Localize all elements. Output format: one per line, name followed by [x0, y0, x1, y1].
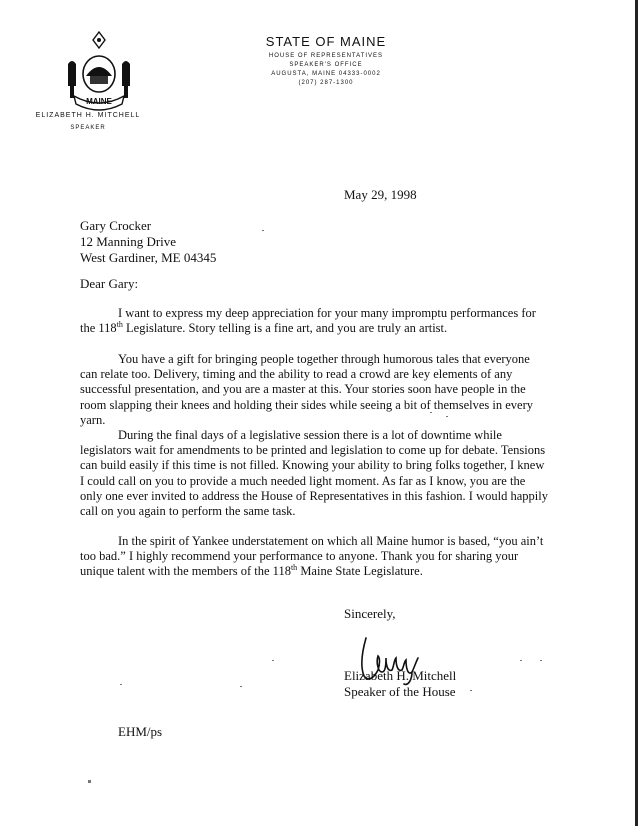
scan-speck: [430, 412, 432, 413]
letterhead-house: HOUSE OF REPRESENTATIVES: [268, 53, 384, 59]
seal-banner-text: MAINE: [86, 97, 112, 106]
letterhead: [226, 34, 426, 88]
scan-speck: [240, 686, 242, 687]
paragraph-2: You have a gift for bringing people together through humorous tales that everyone can relate too. Delivery, timing and the ability to read a crowd are key elements of any successful presentation, and you are a master at this. Your stories soon have people in the room slapping their knees and holding their sides while seeing a bit of themselves in every yarn.: [80, 352, 534, 427]
paragraph-3: During the final days of a legislative session there is a lot of downtime while legislators wait for amendments to be printed and legislation to come up for debate. Tensions can build easily if this time is not filled. Knowing your ability to bring folks together, I knew I could call on you to provide a much needed light moment. As far as I know, you are the only one ever invited to address the House of Representatives in this fashion. I would happily call on you again to perform the same task.: [80, 428, 548, 519]
letterhead-address: AUGUSTA, MAINE 04333-0002: [271, 71, 381, 77]
paragraph-1-text-b: Legislature. Story telling is a fine art, and you are truly an artist.: [122, 321, 448, 336]
paragraph-1: [80, 306, 550, 336]
scan-speck: [520, 660, 522, 661]
paragraph-4-text-b: Maine State Legislature.: [297, 564, 423, 579]
recipient-city: West Gardiner, ME 04345: [80, 250, 217, 265]
scan-speck: [272, 660, 274, 661]
valediction: Sincerely,: [344, 606, 396, 621]
state-seal-logo: [60, 30, 138, 112]
paragraph-4: [80, 534, 550, 580]
recipient-street: 12 Manning Drive: [80, 234, 177, 249]
salutation: Dear Gary:: [80, 276, 139, 291]
recipient-address: [80, 218, 216, 266]
scan-speck: [446, 416, 448, 417]
speaker-title: SPEAKER: [70, 125, 106, 131]
paragraph-4-text-a: In the spirit of Yankee understatement on which all Maine humor is based, “you ain’t too bad.” I highly recommend your performance to anyone. Thank you for sharing your unique talent with the members of the 118: [80, 534, 544, 579]
speaker-name: ELIZABETH H. MITCHELL: [35, 112, 141, 119]
paragraph-4-superscript: th: [290, 563, 298, 573]
letterhead-phone: (207) 287-1300: [298, 80, 354, 86]
paragraph-1-superscript: th: [116, 320, 123, 330]
scan-speck: [88, 780, 91, 783]
signer-title: Speaker of the House: [344, 684, 456, 699]
letterhead-office: SPEAKER'S OFFICE: [289, 62, 363, 68]
scan-speck: [470, 690, 472, 691]
signer-name: Elizabeth H. Mitchell: [344, 668, 457, 683]
scan-speck: [262, 230, 264, 231]
scan-speck: [120, 684, 122, 685]
paragraph-1-text-a: I want to express my deep appreciation for your many impromptu performances for the 118: [80, 306, 536, 336]
recipient-name: Gary Crocker: [80, 218, 152, 233]
scan-speck: [540, 660, 542, 661]
typist-initials: EHM/ps: [118, 724, 163, 739]
letter-date: May 29, 1998: [344, 187, 417, 202]
letterhead-state: STATE OF MAINE: [265, 34, 387, 49]
